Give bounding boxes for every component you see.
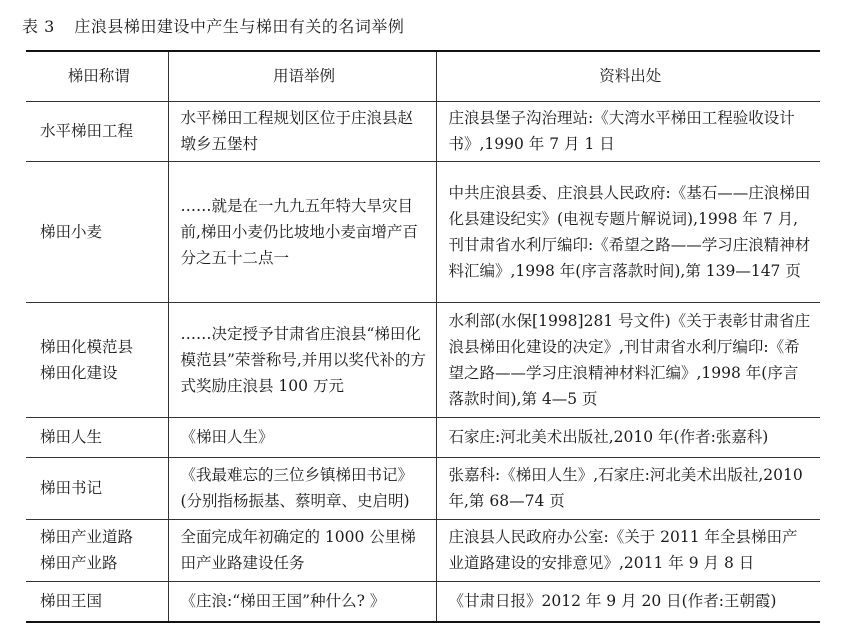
table-row xyxy=(26,102,820,162)
example-cell: 全面完成年初确定的 1000 公里梯田产业路建设任务 xyxy=(168,520,436,582)
table-row xyxy=(26,582,820,622)
term-name: 梯田产业道路 xyxy=(40,528,134,546)
term-cell xyxy=(26,582,168,622)
term-cell xyxy=(26,458,168,520)
source-cell: 《甘肃日报》2012 年 9 月 20 日(作者:王朝霞) xyxy=(436,582,820,622)
term-name: 梯田化模范县 xyxy=(40,337,134,356)
example-cell: 《庄浪:“梯田王国”种什么? 》 xyxy=(168,582,436,622)
term-cell xyxy=(26,303,168,418)
source-cell: 庄浪县人民政府办公室:《关于 2011 年全县梯田产业道路建设的安排意见》,2011 年 9 月 8 日 xyxy=(436,520,820,582)
term-cell xyxy=(26,102,168,162)
term-cell xyxy=(26,162,168,303)
example-cell: 水平梯田工程规划区位于庄浪县赵墩乡五堡村 xyxy=(168,102,436,162)
table-row xyxy=(26,303,820,418)
table-row xyxy=(26,520,820,582)
table-row xyxy=(26,418,820,458)
term-name: 梯田化建设 xyxy=(40,363,118,382)
terms-table xyxy=(26,50,820,623)
source-cell: 石家庄:河北美术出版社,2010 年(作者:张嘉科) xyxy=(436,418,820,458)
source-cell: 中共庄浪县委、庄浪县人民政府:《基石——庄浪梯田化县建设纪实》(电视专题片解说词),1998 年 7 月, 刊甘肃省水利厅编印:《希望之路——学习庄浪精神材料汇编》,1998 年(序言落款时间),第 139—147 页 xyxy=(436,162,820,303)
term-name: 梯田产业路 xyxy=(40,554,118,572)
example-cell: 《我最难忘的三位乡镇梯田书记》(分别指杨振基、蔡明章、史启明) xyxy=(168,458,436,520)
term-cell xyxy=(26,520,168,582)
header-term: 梯田称谓 xyxy=(26,51,168,102)
table-caption xyxy=(22,14,404,37)
term-name: 梯田书记 xyxy=(40,479,103,497)
term-name: 水平梯田工程 xyxy=(40,122,134,140)
example-cell: ……就是在一九九五年特大旱灾目前,梯田小麦仍比坡地小麦亩增产百分之五十二点一 xyxy=(168,162,436,303)
table-title: 庄浪县梯田建设中产生与梯田有关的名词举例 xyxy=(74,17,405,36)
table-row xyxy=(26,458,820,520)
term-name: 梯田人生 xyxy=(40,428,103,446)
table-header-row xyxy=(26,51,820,102)
source-cell: 庄浪县堡子沟治理站:《大湾水平梯田工程验收设计书》,1990 年 7 月 1 日 xyxy=(436,102,820,162)
source-cell: 张嘉科:《梯田人生》,石家庄:河北美术出版社,2010 年,第 68—74 页 xyxy=(436,458,820,520)
table-number: 表 3 xyxy=(22,17,55,36)
example-cell: ……决定授予甘肃省庄浪县“梯田化模范县”荣誉称号,并用以奖代补的方式奖励庄浪县 100 万元 xyxy=(168,303,436,418)
source-cell: 水利部(水保[1998]281 号文件)《关于表彰甘肃省庄浪县梯田化建设的决定》,刊甘肃省水利厅编印:《希望之路——学习庄浪精神材料汇编》,1998 年(序言落款时间),第 4—5 页 xyxy=(436,303,820,418)
table-row xyxy=(26,162,820,303)
term-name: 梯田王国 xyxy=(40,591,103,610)
term-cell xyxy=(26,418,168,458)
header-example: 用语举例 xyxy=(168,51,436,102)
header-source: 资料出处 xyxy=(436,51,820,102)
example-cell: 《梯田人生》 xyxy=(168,418,436,458)
term-name: 梯田小麦 xyxy=(40,222,103,241)
